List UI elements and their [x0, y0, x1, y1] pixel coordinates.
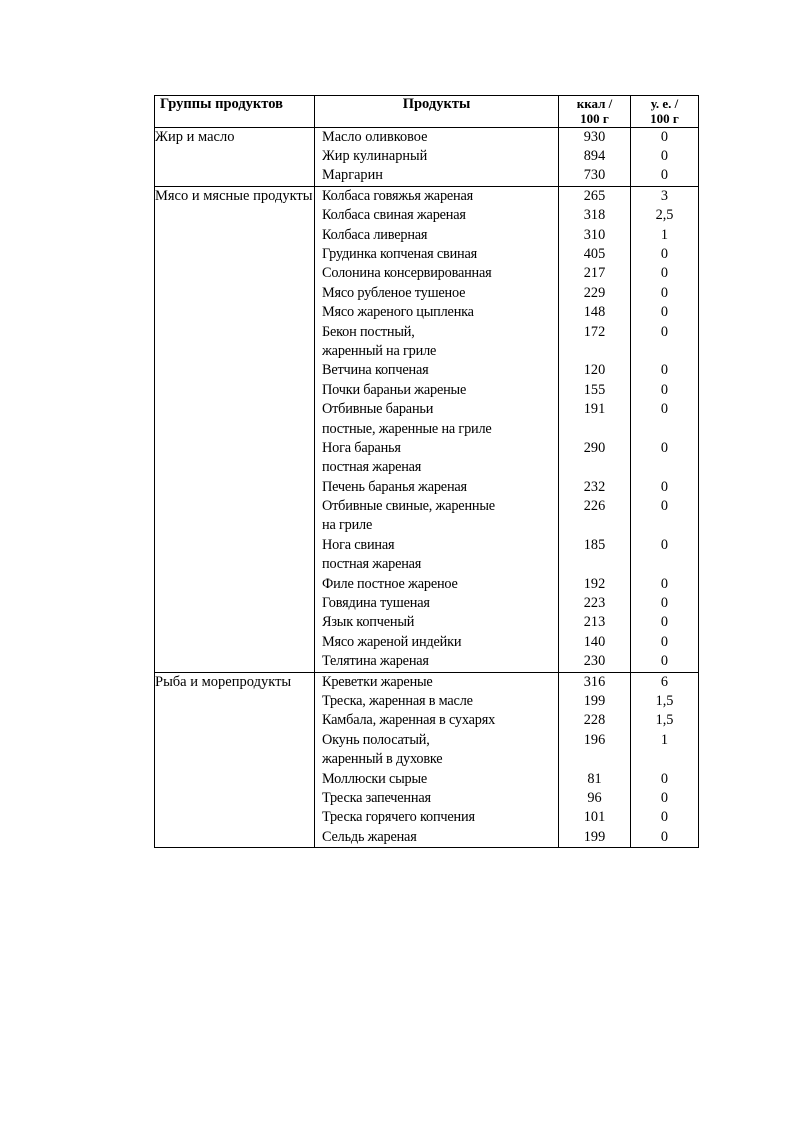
- list-item: 0: [660, 614, 669, 631]
- list-item: 1,5: [655, 712, 674, 729]
- list-item: 1: [660, 226, 669, 243]
- list-item: 0: [660, 284, 669, 301]
- list-item: 230: [583, 653, 606, 670]
- list-item: 0: [660, 362, 669, 379]
- list-item: Креветки жареные: [322, 673, 433, 690]
- list-item: 199: [583, 692, 606, 709]
- list-item: 3: [660, 187, 669, 204]
- list-item: 0: [660, 575, 669, 592]
- list-item: 310: [583, 226, 606, 243]
- list-item: Нога свиная: [322, 536, 395, 553]
- list-item: [559, 342, 630, 361]
- nutrition-table-wrap: [154, 95, 698, 848]
- list-item: 0: [660, 828, 669, 845]
- list-item: 0: [660, 770, 669, 787]
- list-item: [631, 555, 698, 574]
- list-item: Солонина консервированная: [322, 265, 492, 282]
- list-item: Говядина тушеная: [322, 595, 430, 612]
- table-head: [155, 96, 699, 128]
- kcal-cell: [559, 672, 631, 848]
- list-item: [559, 555, 630, 574]
- product-cell: [315, 672, 559, 848]
- list-item: Масло оливковое: [322, 128, 428, 145]
- list-item: 155: [583, 381, 606, 398]
- list-item: Камбала, жаренная в сухарях: [322, 712, 496, 729]
- list-item: Мясо жареной индейки: [322, 633, 462, 650]
- list-item: 0: [660, 265, 669, 282]
- list-item: 213: [583, 614, 606, 631]
- list-item: 0: [660, 809, 669, 826]
- product-cell: [315, 127, 559, 186]
- list-item: 0: [660, 401, 669, 418]
- list-item: Колбаса ливерная: [322, 226, 428, 243]
- list-item: 217: [583, 265, 606, 282]
- list-item: 318: [583, 207, 606, 224]
- list-item: 229: [583, 284, 606, 301]
- header-kcal-line2: 100 г: [580, 111, 609, 127]
- list-item: 930: [583, 128, 606, 145]
- list-item: 0: [660, 167, 669, 184]
- list-item: 6: [660, 673, 669, 690]
- list-item: 228: [583, 712, 606, 729]
- list-item: 172: [583, 323, 606, 340]
- product-list: [315, 187, 558, 672]
- product-list: [315, 128, 558, 186]
- list-item: 81: [587, 770, 602, 787]
- list-item: Мясо жареного цыпленка: [322, 304, 474, 321]
- header-ue-line1: у. е. /: [650, 96, 679, 111]
- list-item: 1,5: [655, 692, 674, 709]
- list-item: Сельдь жареная: [322, 828, 417, 845]
- kcal-list: [559, 673, 630, 848]
- header-kcal-line1: ккал /: [576, 96, 613, 111]
- list-item: [631, 516, 698, 535]
- list-item: Бекон постный,: [322, 323, 415, 340]
- table-header-row: [155, 96, 699, 128]
- list-item: постная жареная: [322, 556, 422, 573]
- list-item: 0: [660, 595, 669, 612]
- list-item: [559, 458, 630, 477]
- list-item: 140: [583, 633, 606, 650]
- list-item: Колбаса свиная жареная: [322, 207, 466, 224]
- list-item: 148: [583, 304, 606, 321]
- product-list: [315, 673, 558, 848]
- list-item: 196: [583, 731, 606, 748]
- ue-cell: [631, 186, 699, 672]
- ue-list: [631, 128, 698, 186]
- list-item: 191: [583, 401, 606, 418]
- list-item: 0: [660, 478, 669, 495]
- group-label: Жир и масло: [155, 127, 315, 186]
- header-ue-line2: 100 г: [650, 111, 679, 127]
- list-item: 290: [583, 439, 606, 456]
- header-product: Продукты: [315, 96, 559, 128]
- list-item: 730: [583, 167, 606, 184]
- list-item: на гриле: [322, 517, 373, 534]
- list-item: постные, жаренные на гриле: [322, 420, 492, 437]
- list-item: 0: [660, 323, 669, 340]
- list-item: [631, 750, 698, 769]
- list-item: 316: [583, 673, 606, 690]
- list-item: Печень баранья жареная: [322, 478, 467, 495]
- ue-cell: [631, 672, 699, 848]
- list-item: 185: [583, 536, 606, 553]
- list-item: 0: [660, 246, 669, 262]
- list-item: Треска, жаренная в масле: [322, 692, 473, 709]
- list-item: 120: [583, 362, 606, 379]
- list-item: Маргарин: [322, 167, 383, 184]
- list-item: Филе постное жареное: [322, 575, 458, 592]
- header-ue: [631, 96, 699, 128]
- list-item: Телятина жареная: [322, 653, 429, 670]
- list-item: 0: [660, 498, 669, 515]
- list-item: [559, 420, 630, 439]
- list-item: 0: [660, 789, 669, 806]
- list-item: [631, 420, 698, 439]
- list-item: 0: [660, 653, 669, 670]
- list-item: жаренный в духовке: [322, 751, 443, 768]
- table-body: [155, 127, 699, 847]
- list-item: 894: [583, 148, 606, 165]
- list-item: [631, 458, 698, 477]
- list-item: 0: [660, 304, 669, 321]
- list-item: Треска горячего копчения: [322, 809, 475, 826]
- kcal-cell: [559, 186, 631, 672]
- list-item: Моллюски сырые: [322, 770, 428, 787]
- table-section-row: [155, 672, 699, 848]
- list-item: 223: [583, 595, 606, 612]
- table-section-row: [155, 186, 699, 672]
- list-item: 0: [660, 381, 669, 398]
- list-item: 192: [583, 575, 606, 592]
- list-item: Отбивные бараньи: [322, 401, 434, 418]
- group-label: Рыба и морепродукты: [155, 672, 315, 848]
- list-item: Ветчина копченая: [322, 362, 429, 379]
- list-item: 0: [660, 128, 669, 145]
- list-item: [631, 342, 698, 361]
- list-item: Нога баранья: [322, 439, 401, 456]
- list-item: 199: [583, 828, 606, 845]
- list-item: 0: [660, 633, 669, 650]
- list-item: постная жареная: [322, 459, 422, 476]
- list-item: 0: [660, 536, 669, 553]
- list-item: Окунь полосатый,: [322, 731, 430, 748]
- header-kcal: [559, 96, 631, 128]
- list-item: Грудинка копченая свиная: [322, 246, 478, 262]
- list-item: 1: [660, 731, 669, 748]
- ue-list: [631, 673, 698, 848]
- list-item: Мясо рубленое тушеное: [322, 284, 466, 301]
- list-item: Жир кулинарный: [322, 148, 428, 165]
- list-item: 405: [583, 246, 606, 262]
- list-item: 232: [583, 478, 606, 495]
- list-item: [559, 750, 630, 769]
- list-item: Отбивные свиные, жаренные: [322, 498, 495, 515]
- group-label: Мясо и мясные продукты: [155, 186, 315, 672]
- list-item: 0: [660, 148, 669, 165]
- list-item: 265: [583, 187, 606, 204]
- list-item: Колбаса говяжья жареная: [322, 187, 474, 204]
- kcal-list: [559, 187, 630, 672]
- list-item: [559, 516, 630, 535]
- kcal-list: [559, 128, 630, 186]
- header-group: Группы продуктов: [155, 96, 315, 128]
- list-item: 101: [583, 809, 606, 826]
- list-item: жаренный на гриле: [322, 342, 437, 359]
- nutrition-table: [154, 95, 699, 848]
- list-item: 0: [660, 439, 669, 456]
- ue-cell: [631, 127, 699, 186]
- ue-list: [631, 187, 698, 672]
- kcal-cell: [559, 127, 631, 186]
- list-item: Язык копченый: [322, 614, 415, 631]
- list-item: 226: [583, 498, 606, 515]
- list-item: 96: [587, 789, 602, 806]
- list-item: 2,5: [655, 207, 674, 224]
- product-cell: [315, 186, 559, 672]
- list-item: Почки бараньи жареные: [322, 381, 467, 398]
- list-item: Треска запеченная: [322, 789, 431, 806]
- table-section-row: [155, 127, 699, 186]
